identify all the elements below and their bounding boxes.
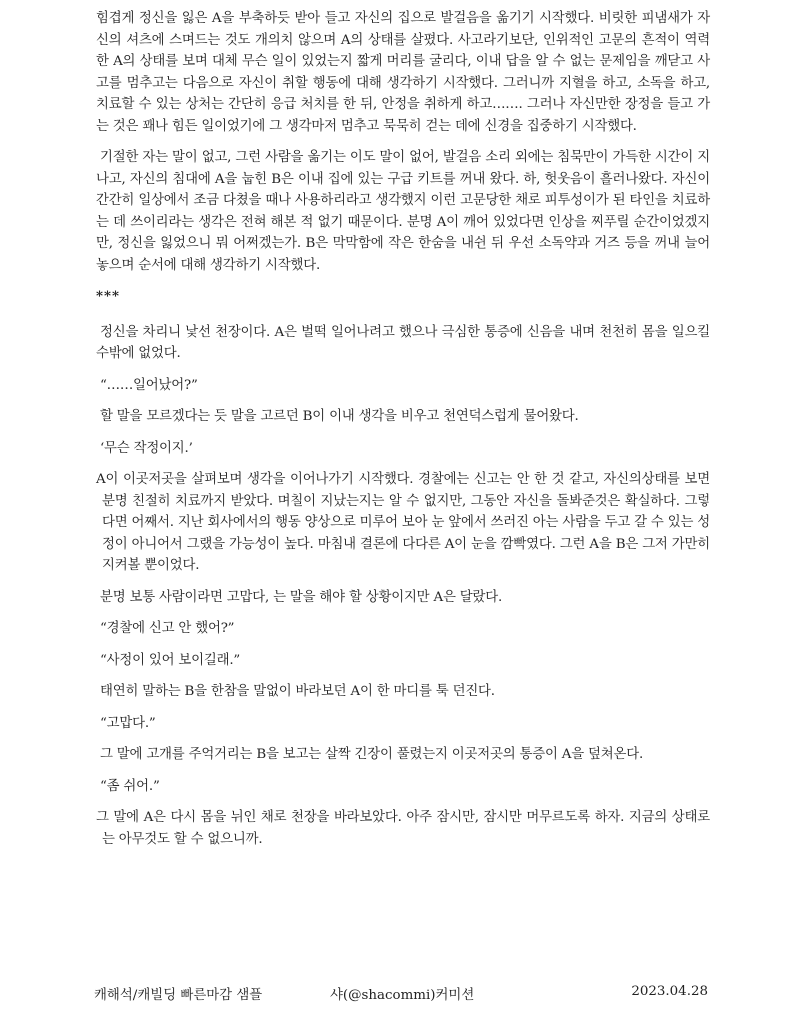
dialogue-line: “좀 쉬어.” xyxy=(100,778,160,794)
paragraph-7: 태연히 말하는 B을 한참을 말없이 바라보던 A이 한 마디를 툭 던진다. xyxy=(100,684,495,699)
footer-center-text: 샤(@shacommi)커미션 xyxy=(330,988,475,1003)
paragraph-3: 정신을 차리니 낯선 천장이다. A은 벌떡 일어나려고 했으나 극심한 통증에 신음을 내며 천천히 몸을 일으킬 수밖에 없었다. xyxy=(96,324,710,361)
footer-left-text: 캐해석/캐빌딩 빠른마감 샘플 xyxy=(94,988,263,1003)
section-separator: *** xyxy=(96,288,121,304)
paragraph-5: A이 이곳저곳을 살펴보며 생각을 이어나가기 시작했다. 경찰에는 신고는 안 한 것 같고, 자신의상태를 보면 분명 친절히 치료까지 받았다. 며칠이 지났는지는 알 수 없지만, 그동안 자신을 돌봐준것은 확실하다. 그렇다면 어째서. 지난 회사에서의 행동 양상으로 미루어 보아 눈 앞에서 쓰러진 아는 사람을 두고 갈 수 있는 성정이 아니어서 그랬을 가능성이 높다. 마침내 결론에 다다른 A이 눈을 깜빡였다. 그런 A을 B은 그저 가만히 지켜볼 뿐이었다. xyxy=(96,472,710,573)
document-body xyxy=(96,8,710,860)
dialogue-line: “고맙다.” xyxy=(100,715,156,731)
paragraph-1: 힘겹게 정신을 잃은 A을 부축하듯 받아 들고 자신의 집으로 발걸음을 옮기기 시작했다. 비릿한 피냄새가 자신의 셔츠에 스며드는 것도 개의치 않으며 A의 상태를 살폈다. 사고라기보단, 인위적인 고문의 흔적이 역력한 A의 상태를 보며 대체 무슨 일이 있었는지 짧게 머리를 굴리다, 이내 답을 알 수 없는 문제임을 깨닫고 사고를 멈추고는 다음으로 자신이 취할 행동에 대해 생각하기 시작했다. 그러니까 지혈을 하고, 소독을 하고, 치료할 수 있는 상처는 간단히 응급 처치를 한 뒤, 안정을 취하게 하고……. 그러나 자신만한 장정을 들고 가는 것은 꽤나 힘든 일이었기에 그 생각마저 멈추고 묵묵히 걷는 데에 신경을 집중하기 시작했다. xyxy=(96,11,710,134)
dialogue-line: “……일어났어?” xyxy=(100,377,198,393)
paragraph-6: 분명 보통 사람이라면 고맙다, 는 말을 해야 할 상황이지만 A은 달랐다. xyxy=(100,589,503,605)
dialogue-line: “사정이 있어 보이길래.” xyxy=(100,652,241,668)
dialogue-line: “경찰에 신고 안 했어?” xyxy=(100,621,235,636)
paragraph-9: 그 말에 A은 다시 몸을 뉘인 채로 천장을 바라보았다. 아주 잠시만, 잠시만 머무르도록 하자. 지금의 상태로는 아무것도 할 수 없으니까. xyxy=(96,810,710,847)
footer-date: 2023.04.28 xyxy=(631,984,708,999)
paragraph-2: 기절한 자는 말이 없고, 그런 사람을 옮기는 이도 말이 없어, 발걸음 소리 외에는 침묵만이 가득한 시간이 지나고, 자신의 침대에 A을 눕힌 B은 이내 집에 있는 구급 키트를 꺼내 왔다. 하, 헛웃음이 흘러나왔다. 자신이 간간히 일상에서 조금 다쳤을 때나 사용하리라고 생각했지 이런 고문당한 채로 피투성이가 된 타인을 치료하는 데 쓰이리라는 생각은 전혀 해본 적 없기 때문이다. 분명 A이 깨어 있었다면 인상을 찌푸릴 순간이었겠지만, 정신을 잃었으니 뭐 어쩌겠는가. B은 막막함에 작은 한숨을 내쉰 뒤 우선 소독약과 거즈 등을 꺼내 늘어놓으며 순서에 대해 생각하기 시작했다. xyxy=(96,150,710,273)
page-footer xyxy=(0,984,800,1008)
paragraph-8: 그 말에 고개를 주억거리는 B을 보고는 살짝 긴장이 풀렸는지 이곳저곳의 통증이 A을 덮쳐온다. xyxy=(100,747,644,762)
paragraph-4: 할 말을 모르겠다는 듯 말을 고르던 B이 이내 생각을 비우고 천연덕스럽게 물어왔다. xyxy=(100,409,579,424)
thought-line: ‘무슨 작정이지.’ xyxy=(100,440,193,456)
